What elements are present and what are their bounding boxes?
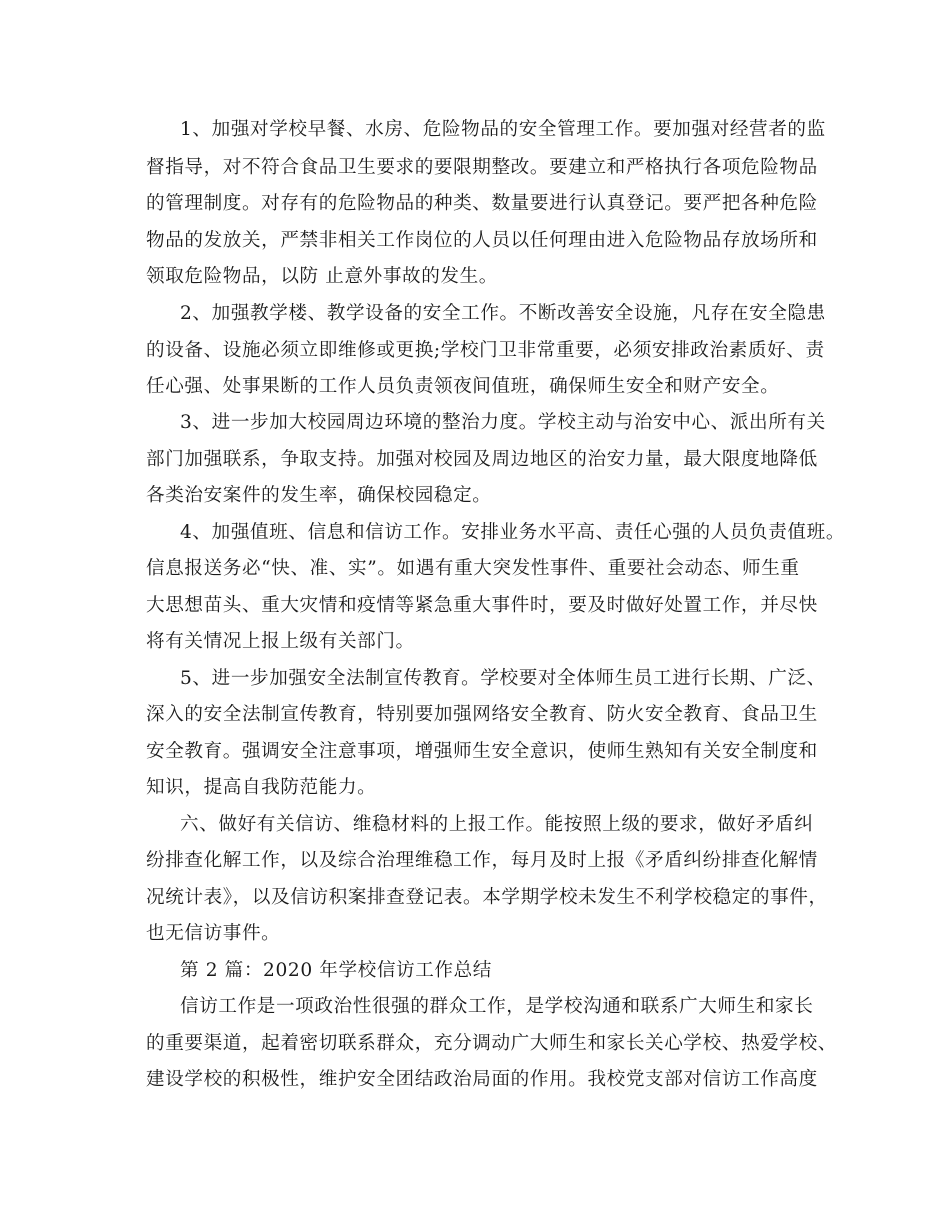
paragraph-2-line-2: 的设备、设施必须立即维修或更换;学校门卫非常重要，必须安排政治素质好、责 — [146, 340, 825, 361]
paragraph-5-line-2: 深入的安全法制宣传教育，特别要加强网络安全教育、防火安全教育、食品卫生 — [146, 704, 818, 725]
paragraph-5-line-1: 5、进一步加强安全法制宣传教育。学校要对全体师生员工进行长期、广泛、 — [180, 668, 826, 689]
paragraph-1-line-5: 领取危险物品，以防 止意外事故的发生。 — [146, 266, 498, 287]
paragraph-2-line-1: 2、加强教学楼、教学设备的安全工作。不断改善安全设施，凡存在安全隐患 — [180, 303, 826, 324]
paragraph-7-line-1: 信访工作是一项政治性很强的群众工作，是学校沟通和联系广大师生和家长 — [180, 996, 814, 1017]
paragraph-7-line-3: 建设学校的积极性，维护安全团结政治局面的作用。我校党支部对信访工作高度 — [146, 1069, 818, 1090]
paragraph-6-line-2: 纷排查化解工作，以及综合治理维稳工作，每月及时上报《矛盾纠纷排查化解情 — [146, 850, 818, 871]
section-heading: 第 2 篇：2020 年学校信访工作总结 — [180, 960, 493, 981]
paragraph-4-line-2: 信息报送务必“快、准、实”。如遇有重大突发性事件、重要社会动态、师生重 — [146, 558, 800, 579]
paragraph-6-line-3: 况统计表》，以及信访积案排查登记表。本学期学校未发生不利学校稳定的事件， — [146, 887, 828, 908]
paragraph-1-line-2: 督指导，对不符合食品卫生要求的要限期整改。要建立和严格执行各项危险物品 — [146, 157, 818, 178]
paragraph-7-line-2: 的重要渠道，起着密切联系群众，充分调动广大师生和家长关心学校、热爱学校、 — [146, 1033, 837, 1054]
paragraph-2-line-3: 任心强、处事果断的工作人员负责领夜间值班，确保师生安全和财产安全。 — [146, 376, 780, 397]
paragraph-3-line-2: 部门加强联系，争取支持。加强对校园及周边地区的治安力量，最大限度地降低 — [146, 449, 818, 470]
paragraph-1-line-1: 1、加强对学校早餐、水房、危险物品的安全管理工作。要加强对经营者的监 — [180, 119, 826, 140]
paragraph-4-line-3: 大思想苗头、重大灾情和疫情等紧急重大事件时，要及时做好处置工作，并尽快 — [146, 595, 818, 616]
paragraph-1-line-3: 的管理制度。对存有的危险物品的种类、数量要进行认真登记。要严把各种危险 — [146, 193, 818, 214]
paragraph-5-line-3: 安全教育。强调安全注意事项，增强师生安全意识，使师生熟知有关安全制度和 — [146, 741, 818, 762]
paragraph-3-line-1: 3、进一步加大校园周边环境的整治力度。学校主动与治安中心、派出所有关 — [180, 412, 826, 433]
paragraph-3-line-3: 各类治安案件的发生率，确保校园稳定。 — [146, 485, 492, 506]
paragraph-5-line-4: 知识，提高自我防范能力。 — [146, 777, 377, 798]
paragraph-4-line-1: 4、加强值班、信息和信访工作。安排业务水平高、责任心强的人员负责值班。 — [180, 522, 846, 543]
paragraph-1-line-4: 物品的发放关，严禁非相关工作岗位的人员以任何理由进入危险物品存放场所和 — [146, 230, 818, 251]
paragraph-6-line-1: 六、做好有关信访、维稳材料的上报工作。能按照上级的要求，做好矛盾纠 — [180, 814, 814, 835]
paragraph-4-line-4: 将有关情况上报上级有关部门。 — [146, 631, 415, 652]
paragraph-6-line-4: 也无信访事件。 — [146, 923, 281, 944]
